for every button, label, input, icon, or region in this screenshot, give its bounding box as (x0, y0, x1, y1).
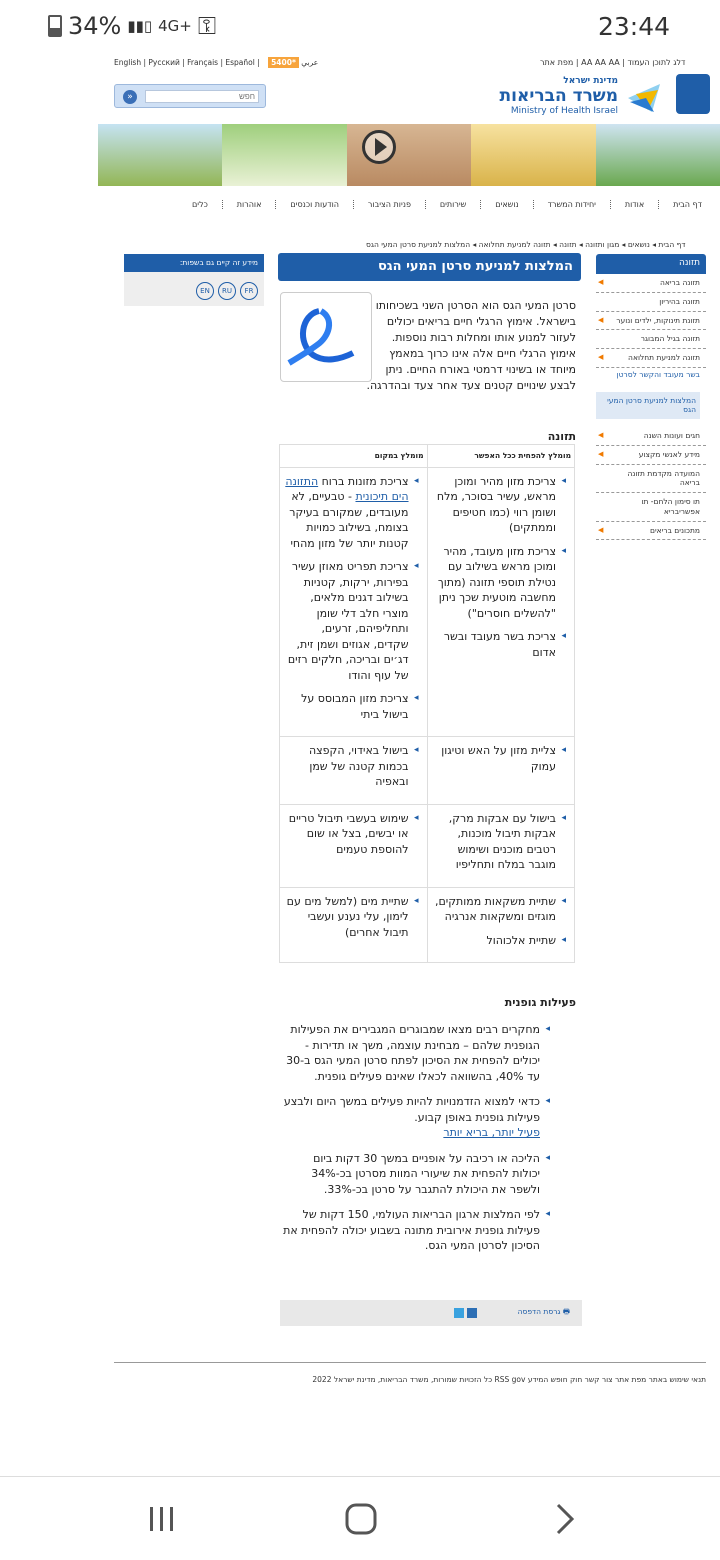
languages-box (124, 254, 264, 306)
list-item: ◂ צריכת בשר מעובד ובשר אדום (432, 629, 566, 660)
state-name: מדינת ישראל (563, 76, 618, 86)
sidebar-item[interactable]: תזונה בגיל המבוגר (596, 330, 706, 349)
search-input[interactable] (145, 90, 259, 103)
sidebar-item[interactable]: תזונה בהיריון (596, 293, 706, 312)
flag-logo-icon (626, 80, 662, 116)
print-bar (280, 1300, 582, 1326)
language-links[interactable] (114, 58, 318, 67)
nav-item-home[interactable]: דף הבית (658, 200, 702, 209)
page-title: המלצות למניעת סרטן המעי הגס (278, 253, 581, 281)
sidebar-item[interactable]: תו סימון הלחם- תו אפשריבריא (596, 493, 706, 522)
status-bar (0, 0, 720, 54)
battery-percent: 34% (68, 12, 122, 40)
breadcrumb[interactable]: דף הבית ◂ נושאים ◂ מגון ותזונה ◂ תזונה ◂ תזונה למניעת תחלואה ◂ המלצות למניעת סרטן המעי הגס (366, 240, 686, 249)
vpn-key-icon: ⚿ (197, 12, 217, 40)
table-row (280, 804, 575, 887)
print-label: גרסת הדפסה (517, 1307, 561, 1316)
lang-ru-button[interactable]: RU (218, 282, 236, 300)
table-row (280, 737, 575, 805)
network-type: 4G+ (158, 17, 192, 35)
twitter-icon[interactable] (454, 1308, 464, 1318)
list-item: ◂ צריכת מזון מהיר ומוכן מראש, עשיר בסוכר, מלח ושומן רווי (כמו חטיפים וממתקים) (432, 474, 566, 536)
webpage (98, 54, 720, 1454)
menorah-emblem-icon (676, 74, 710, 114)
list-item: ◂ שתיית מים (למשל מים עם לימון, עלי נענע ועשבי תיבול אחרים) (284, 894, 419, 941)
recent-apps-button[interactable] (142, 1499, 182, 1539)
language-list[interactable]: English | Русский | Français | Español | عربي (114, 58, 319, 67)
activity-list (282, 1022, 550, 1264)
nav-item-public[interactable]: פניות הציבור (353, 200, 411, 209)
table-header: מומלץ במקום (280, 445, 428, 468)
back-button[interactable] (544, 1499, 584, 1539)
sidebar-selected-item[interactable]: המלצות למניעת סרטן המעי הגס (596, 392, 700, 420)
languages-box-title: מידע זה קיים גם בשפות: (124, 254, 264, 272)
ministry-logo[interactable] (460, 74, 710, 122)
awareness-ribbon-image (280, 292, 372, 382)
sidebar-item[interactable]: ◀ חגים ועונות השנה (596, 427, 706, 446)
sidebar-item[interactable]: המועדה מקדמת תזונה בריאה (596, 465, 706, 494)
facebook-icon[interactable] (467, 1308, 477, 1318)
nav-item-alerts[interactable]: אוהרות (222, 200, 262, 209)
nav-item-topics[interactable]: נושאים (480, 200, 519, 209)
nav-item-news[interactable]: הודעות וכנסים (275, 200, 339, 209)
nav-item-services[interactable]: שירותים (425, 200, 467, 209)
print-version-link[interactable]: 🖶 גרסת הדפסה (517, 1307, 570, 1316)
list-item: ◂ שתיית משקאות ממותקים, מוגזים ומשקאות אנרגיה (432, 894, 566, 925)
top-links[interactable]: דלג לתוכן העמוד | AA AA AA | מפת אתר (540, 58, 686, 67)
sidebar-item[interactable]: ◀ תזונה למניעת תחלואה (596, 349, 706, 368)
mediterranean-diet-link[interactable]: התזונה הים תיכונית (285, 474, 409, 503)
nutrition-table (279, 444, 575, 963)
sidebar-item[interactable]: ◀ תזונה בריאה (596, 274, 706, 293)
ministry-name: משרד הבריאות (499, 86, 618, 106)
phone-badge: *5400 (268, 57, 299, 68)
list-item: ◂ צליית מזון על האש וטיגון עמוק (432, 743, 566, 774)
home-button[interactable] (341, 1499, 381, 1539)
list-item (284, 474, 419, 552)
signal-icon: ▮▮▯ (127, 17, 153, 35)
system-navigation-bar (0, 1476, 720, 1560)
nutrition-heading: תזונה (547, 430, 576, 443)
table-row (280, 467, 575, 737)
battery-icon (48, 15, 62, 37)
footer[interactable]: תנאי שימוש באתר מפת אתר צור קשר חוק חופש המידע RSS gov כל הזכויות שמורות, משרד הבריאות, מדינת ישראל 2022 (114, 1362, 706, 1384)
intro-text: סרטן המעי הגס הוא הסרטן השני בשכיחותו בישראל. אימוץ הרגלי חיים בריאים יכולים לעזור למנוע אותו ומחלות רבות נוספות. אימוץ הרגלי חיים אלה אינו כרוך במאמץ מיוחד או בשינוי דרמטי באורח החיים. ניתן לבצע שינויים קטנים צעד אחר צעד ובהדרגה. (366, 299, 576, 392)
list-item: ◂ צריכת תפריט מאוזן עשיר בפירות, ירקות, קטניות בשילוב דגנים מלאים, מוצרי חלב דלי שומן ותחליפיהם, זרעים, שקדים, אגוזים ושמן זית, דג׳ים ובריכה, חלקים רזים של עוף והודו (284, 559, 419, 683)
list-item: ◂ לפי המלצות ארגון הבריאות העולמי, 150 דקות של פעילות גופנית אירובית מתונה בשבוע יכולה להפחית את הסיכון לסרטן המעי הגס. (282, 1207, 550, 1254)
list-item: ◂ בישול באידוי, הקפצה בכמות קטנה של שמן ובאפיה (284, 743, 419, 790)
sidebar-title: תזונה (596, 254, 706, 274)
list-item: ◂ הליכה או רכיבה על אופניים במשך 30 דקות ביום יכולות להפחית את שיעורי המוות מסרטן בכ-34% ולשפר את היכולת להתגבר על סרטן בכ-33%. (282, 1151, 550, 1198)
list-item-text: כדאי למצוא הזדמנויות להיות פעילים במשך היום ולבצע פעילות גופנית באופן קבוע. (283, 1095, 540, 1124)
sidebar (596, 254, 706, 540)
banner-image-couple (98, 124, 222, 186)
hero-banner (98, 124, 720, 186)
table-row (280, 887, 575, 963)
banner-image-water (596, 124, 720, 186)
activity-heading: פעילות גופנית (504, 996, 576, 1009)
ministry-english: Ministry of Health Israel (510, 106, 618, 116)
lang-fr-button[interactable]: FR (240, 282, 258, 300)
list-item-text: - טבעיים, לא מעובדים, שמקורם בעיקר בצומח, בשילוב כמויות קטנות יותר של מזון מהחי (289, 490, 409, 550)
list-item (282, 1094, 550, 1141)
nav-item-tools[interactable]: כלים (192, 200, 208, 209)
sidebar-subitem[interactable]: בשר מעובד והקשר לסרטן (616, 369, 700, 379)
lang-en-button[interactable]: EN (196, 282, 214, 300)
search-box (114, 84, 266, 108)
banner-image-daisy (222, 124, 346, 186)
list-item: ◂ צריכת מזון המבוסס על בישול ביתי (284, 691, 419, 722)
list-item: ◂ שתיית אלכוהול (432, 933, 566, 949)
sidebar-item[interactable]: ◀ מתכונים בריאים (596, 522, 706, 541)
list-item-text: צריכת מזונות ברוח (321, 474, 409, 488)
nav-item-units[interactable]: יחידות המשרד (533, 200, 596, 209)
main-navigation (178, 200, 702, 209)
active-healthy-link[interactable]: פעיל יותר, בריא יותר (443, 1126, 540, 1139)
nav-item-about[interactable]: אודות (610, 200, 644, 209)
play-icon[interactable] (362, 130, 396, 164)
sidebar-item[interactable]: ◀ תזונת תינוקות, ילדים ונוער (596, 312, 706, 331)
list-item: ◂ צריכת מזון מעובד, מהיר ומוכן מראש בשילוב עם נטילת תוספי תזונה (מתוך מחשבה מוטעית שכך ניתן "להשלים חוסרים") (432, 544, 566, 622)
list-item: ◂ בישול עם אבקות מרק, אבקות תיבול מוכנות, רטבים מוכנים ושימוש מוגבר במלח ותחליפיו (432, 811, 566, 873)
search-submit-button[interactable]: « (123, 90, 137, 104)
list-item: ◂ שימוש בעשבי תיבול טריים או יבשים, בצל או שום להוספת טעמים (284, 811, 419, 858)
table-header: מומלץ להפחית ככל האפשר (427, 445, 574, 468)
banner-image-child (471, 124, 595, 186)
clock: 23:44 (597, 12, 670, 41)
sidebar-item[interactable]: ◀ מידע לאנשי מקצוע (596, 446, 706, 465)
list-item: ◂ מחקרים רבים מצאו שמבוגרים המגבירים את הפעילות הגופנית שלהם – מבחינת עוצמה, משך או תדירות - יכולים להפחית את הסיכון לפתח סרטן המעי הגס ב-30 עד 40%, בהשוואה לכאלו שאינם פעילים גופנית. (282, 1022, 550, 1084)
